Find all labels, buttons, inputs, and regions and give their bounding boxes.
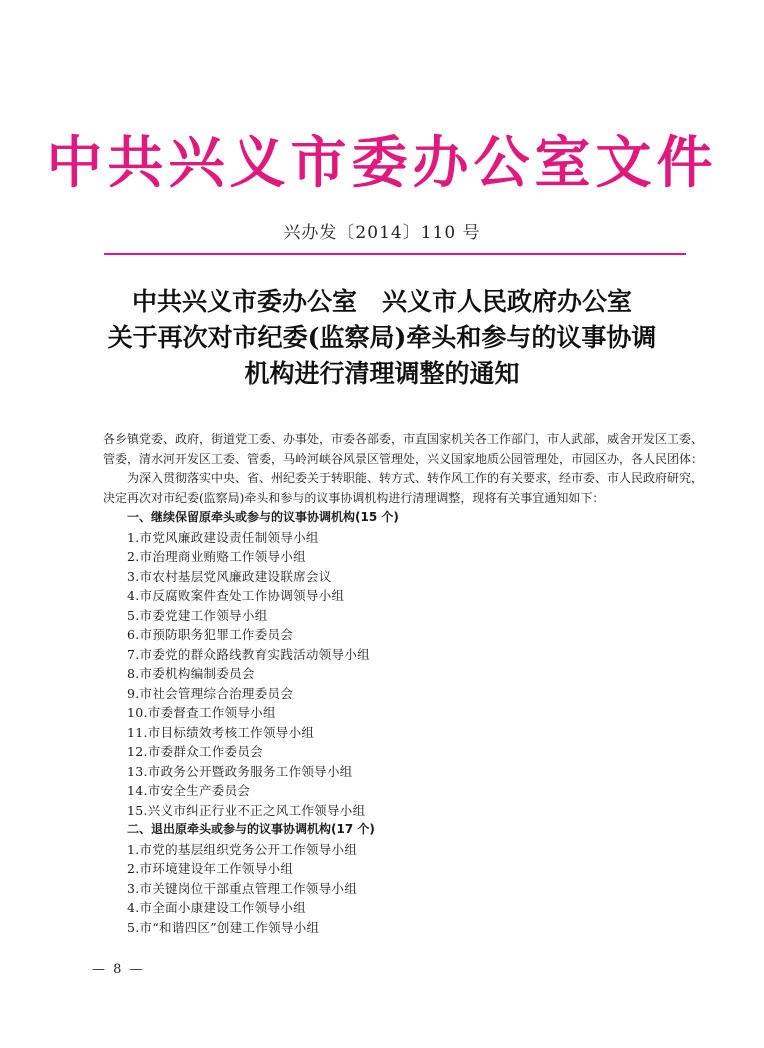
section-2-heading: 二、退出原牵头或参与的议事协调机构(17 个) bbox=[127, 822, 375, 836]
list-item: 2.市环境建设年工作领导小组 bbox=[127, 861, 294, 876]
list-item: 11.市目标绩效考核工作领导小组 bbox=[127, 724, 315, 740]
section-1-heading: 一、继续保留原牵头或参与的议事协调机构(15 个) bbox=[127, 510, 399, 524]
list-item: 1.市党的基层组织党务公开工作领导小组 bbox=[127, 841, 358, 857]
list-item: 7.市委党的群众路线教育实践活动领导小组 bbox=[127, 646, 370, 662]
title-line-1: 中共兴义市委办公室 兴义市人民政府办公室 bbox=[131, 287, 632, 316]
list-item: 6.市预防职务犯罪工作委员会 bbox=[127, 627, 294, 642]
list-item: 13.市政务公开暨政务服务工作领导小组 bbox=[127, 763, 353, 779]
list-item: 2.市治理商业贿赂工作领导小组 bbox=[127, 549, 306, 564]
list-item: 10.市委督查工作领导小组 bbox=[127, 705, 276, 720]
document-masthead: 中共兴义市委办公室文件 bbox=[46, 130, 718, 196]
list-item: 3.市农村基层党风廉政建设联席会议 bbox=[127, 568, 332, 584]
list-item: 9.市社会管理综合治理委员会 bbox=[127, 685, 294, 701]
list-item: 4.市反腐败案件查处工作协调领导小组 bbox=[127, 588, 345, 603]
recipients-paragraph: 各乡镇党委、政府，街道党工委、办事处，市委各部委，市直国家机关各工作部门，市人武部，威舍开发区工委、管委，清水河开发区工委、管委，马岭河峡谷风景区管理处，兴义国家地质公园管理处，市园区办，各人民团体： bbox=[103, 432, 704, 466]
intro-paragraph: 为深入贯彻落实中央、省、州纪委关于转职能、转方式、转作风工作的有关要求，经市委、市人民政府研究，决定再次对市纪委(监察局)牵头和参与的议事协调机构进行清理调整，现将有关事宜通知如下： bbox=[103, 471, 704, 505]
list-item: 15.兴义市纠正行业不正之风工作领导小组 bbox=[127, 802, 366, 818]
page-number: — 8 — bbox=[92, 962, 145, 977]
list-item: 3.市关键岗位干部重点管理工作领导小组 bbox=[127, 880, 358, 896]
document-title bbox=[0, 284, 764, 392]
title-line-2: 关于再次对市纪委(监察局)牵头和参与的议事协调 bbox=[107, 323, 657, 352]
list-item: 4.市全面小康建设工作领导小组 bbox=[127, 900, 306, 915]
document-body bbox=[103, 430, 703, 937]
title-line-3: 机构进行清理调整的通知 bbox=[244, 359, 520, 388]
section-1-list bbox=[103, 528, 703, 821]
list-item: 8.市委机构编制委员会 bbox=[127, 666, 255, 681]
section-2-list bbox=[103, 840, 703, 938]
list-item: 12.市委群众工作委员会 bbox=[127, 744, 263, 759]
document-number: 兴办发〔2014〕110 号 bbox=[283, 223, 481, 243]
list-item: 14.市安全生产委员会 bbox=[127, 783, 251, 798]
list-item: 5.市“和谐四区”创建工作领导小组 bbox=[127, 919, 320, 935]
list-item: 5.市委党建工作领导小组 bbox=[127, 607, 268, 623]
list-item: 1.市党风廉政建设责任制领导小组 bbox=[127, 529, 319, 545]
red-divider-line bbox=[104, 253, 686, 255]
